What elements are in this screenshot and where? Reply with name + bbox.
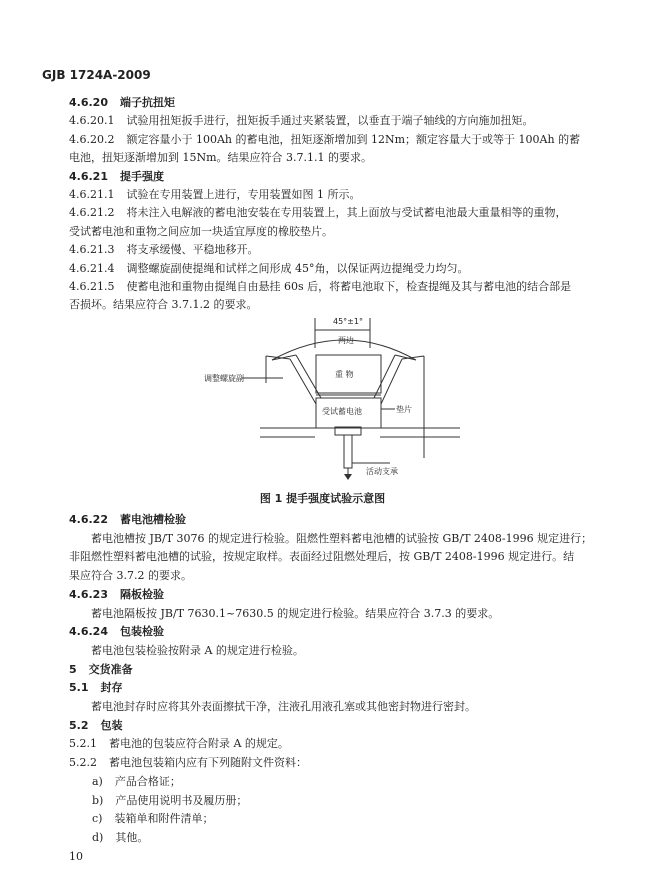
- text-line: [92, 812, 612, 826]
- clause-number: 5.2.1: [69, 737, 97, 751]
- clause-number: d): [92, 830, 104, 844]
- clause-text: 非阻燃性塑料蓄电池槽的试验，按规定取样。表面经过阻燃处理后，按 GB/T 2408-1996 规定进行。结: [69, 550, 575, 564]
- fig-angle-label: 45°±1°: [333, 317, 363, 326]
- text-line: [69, 550, 589, 564]
- clause-text: 蓄电池包装检验按附录 A 的规定进行检验。: [91, 643, 304, 657]
- clause-text: 蓄电池包装箱内应有下列随附文件资料：: [109, 756, 307, 770]
- clause-text: 蓄电池槽按 JB/T 3076 的规定进行检验。阻燃性塑料蓄电池槽的试验按 GB/T 2408-1996 规定进行；: [91, 531, 593, 545]
- text-line: [69, 663, 589, 677]
- text-line: [69, 513, 589, 527]
- clause-text: 隔板检验: [119, 587, 164, 601]
- fig-pad-label: 垫片: [396, 405, 412, 414]
- clause-number: 4.6.22: [69, 513, 108, 526]
- text-line: [69, 681, 589, 695]
- clause-text: 蓄电池槽检验: [119, 513, 186, 526]
- standard-header: GJB 1724A-2009: [42, 68, 151, 82]
- clause-number: 4.6.24: [69, 625, 108, 639]
- clause-text: 提手强度: [119, 169, 164, 183]
- clause-text: 蓄电池封存时应将其外表面擦拭干净，注液孔用液孔塞或其他密封物进行密封。: [91, 700, 476, 713]
- clause-text: 试验用扭矩扳手进行，扭矩扳手通过夹紧装置，以垂直于端子轴线的方向施加扭矩。: [126, 114, 534, 128]
- text-line: [92, 775, 612, 789]
- clause-text: 额定容量小于 100Ah 的蓄电池，扭矩逐渐增加到 12Nm；额定容量大于或等于 100Ah 的蓄: [126, 132, 581, 146]
- fig-support-label: 活动支承: [366, 467, 398, 476]
- clause-number: 4.6.21.3: [69, 243, 115, 257]
- clause-number: b): [92, 793, 104, 807]
- clause-text: 果应符合 3.7.2 的要求。: [69, 569, 192, 583]
- text-line: [69, 737, 589, 751]
- clause-text: 包装: [100, 718, 123, 732]
- clause-number: 4.6.20: [69, 96, 108, 109]
- clause-number: 4.6.21.5: [69, 280, 115, 293]
- clause-text: 封存: [100, 681, 123, 695]
- text-line: [69, 756, 589, 770]
- text-line: [69, 644, 589, 658]
- text-line: [69, 569, 589, 583]
- clause-number: 4.6.20.2: [69, 132, 115, 146]
- clause-text: 装箱单和附件清单；: [114, 812, 214, 826]
- clause-text: 电池，扭矩逐渐增加到 15Nm。结果应符合 3.7.1.1 的要求。: [69, 151, 373, 165]
- clause-text: 否损坏。结果应符合 3.7.1.2 的要求。: [69, 298, 258, 312]
- clause-text: 受试蓄电池和重物之间应加一块适宜厚度的橡胶垫片。: [69, 224, 333, 238]
- fig-battery-label: 受试蓄电池: [322, 407, 362, 416]
- text-line: [92, 831, 612, 845]
- clause-text: 产品合格证；: [114, 774, 181, 788]
- clause-text: 试验在专用装置上进行，专用装置如图 1 所示。: [126, 188, 361, 201]
- text-line: [69, 625, 589, 639]
- clause-text: 调整螺旋副使提绳和试样之间形成 45°角，以保证两边提绳受力均匀。: [126, 261, 469, 275]
- figure-caption: 图 1 提手强度试验示意图: [259, 492, 386, 505]
- clause-text: 端子抗扭矩: [119, 96, 175, 109]
- fig-weight-label: 重 物: [335, 370, 354, 379]
- text-line: [69, 607, 589, 621]
- clause-text: 蓄电池隔板按 JB/T 7630.1~7630.5 的规定进行检验。结果应符合 3.7.3 的要求。: [91, 606, 500, 620]
- text-line: [69, 531, 593, 546]
- page-number: 10: [69, 850, 83, 863]
- fig-screw-label: 调整螺旋副: [204, 374, 244, 383]
- clause-number: c): [92, 812, 103, 826]
- clause-number: 4.6.21.1: [69, 188, 115, 201]
- clause-number: 5.2.2: [69, 756, 97, 770]
- clause-text: 将未注入电解液的蓄电池安装在专用装置上，其上面放与受试蓄电池最大重量相等的重物，: [126, 206, 567, 220]
- text-line: [69, 588, 589, 602]
- clause-number: 5.1: [69, 681, 89, 695]
- clause-number: a): [92, 774, 103, 788]
- clause-number: 5.2: [69, 718, 89, 732]
- text-line: [69, 719, 589, 733]
- text-line: [69, 700, 589, 714]
- clause-text: 产品使用说明书及履历册；: [115, 793, 248, 807]
- clause-number: 4.6.21.2: [69, 206, 115, 220]
- clause-number: 4.6.21: [69, 169, 108, 183]
- clause-text: 蓄电池的包装应符合附录 A 的规定。: [109, 737, 289, 751]
- clause-text: 包装检验: [119, 625, 164, 639]
- clause-number: 4.6.23: [69, 587, 108, 601]
- clause-text: 交货准备: [88, 662, 133, 676]
- clause-number: 4.6.21.4: [69, 261, 115, 275]
- clause-text: 使蓄电池和重物由提绳自由悬挂 60s 后，将蓄电池取下，检查提绳及其与蓄电池的结合部是: [126, 280, 572, 293]
- clause-text: 将支承缓慢、平稳地移开。: [126, 243, 259, 257]
- clause-number: 4.6.20.1: [69, 114, 115, 128]
- clause-text: 其他。: [115, 830, 149, 844]
- clause-number: 5: [69, 662, 77, 676]
- fig-rope-label: 两边: [338, 336, 354, 345]
- text-line: [92, 794, 612, 808]
